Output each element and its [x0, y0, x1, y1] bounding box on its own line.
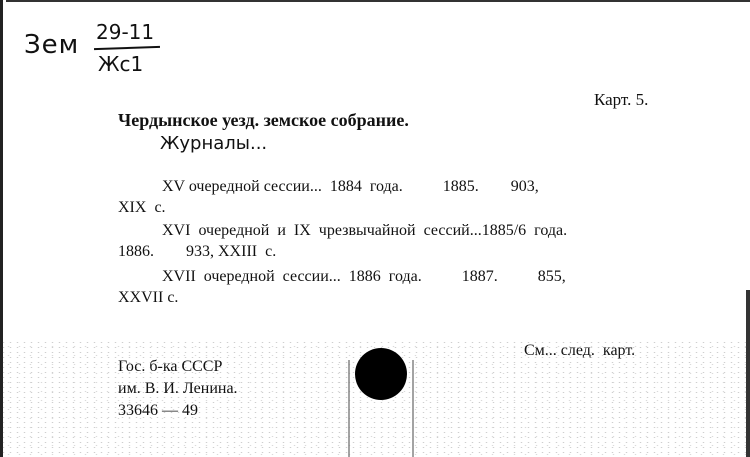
library-line-1: Гос. б-ка СССР: [118, 358, 223, 375]
continuation-note: См... след. карт.: [524, 342, 636, 359]
entry-2-line-1: XVI очередной и IX чрезвычайной сессий...1885/6 года.: [162, 222, 568, 239]
card-top-edge: [6, 0, 750, 2]
scan-stripe: [412, 360, 414, 457]
handwritten-denominator: Жс1: [98, 52, 144, 76]
library-line-2: им. В. И. Ленина.: [118, 380, 238, 397]
card-subtitle: Журналы...: [160, 133, 268, 154]
punch-hole: [355, 348, 407, 400]
entry-1-line-2: XIX с.: [118, 199, 166, 216]
entry-2-line-2: 1886. 933, XXIII с.: [118, 243, 277, 260]
handwritten-numerator: 29-11: [96, 20, 155, 44]
card-title: Чердынское уезд. земское собрание.: [118, 110, 409, 130]
handwritten-prefix: Зем: [24, 30, 80, 60]
entry-1-line-1: XV очередной сессии... 1884 года. 1885. 903,: [162, 178, 539, 195]
scan-stripe: [348, 360, 350, 457]
library-line-3: 33646 — 49: [118, 402, 198, 419]
entry-3-line-1: XVII очередной сессии... 1886 года. 1887. 855,: [162, 268, 566, 285]
handwritten-fraction-line: [94, 46, 160, 50]
entry-3-line-2: XXVII с.: [118, 289, 179, 306]
card-number: Карт. 5.: [594, 90, 649, 109]
